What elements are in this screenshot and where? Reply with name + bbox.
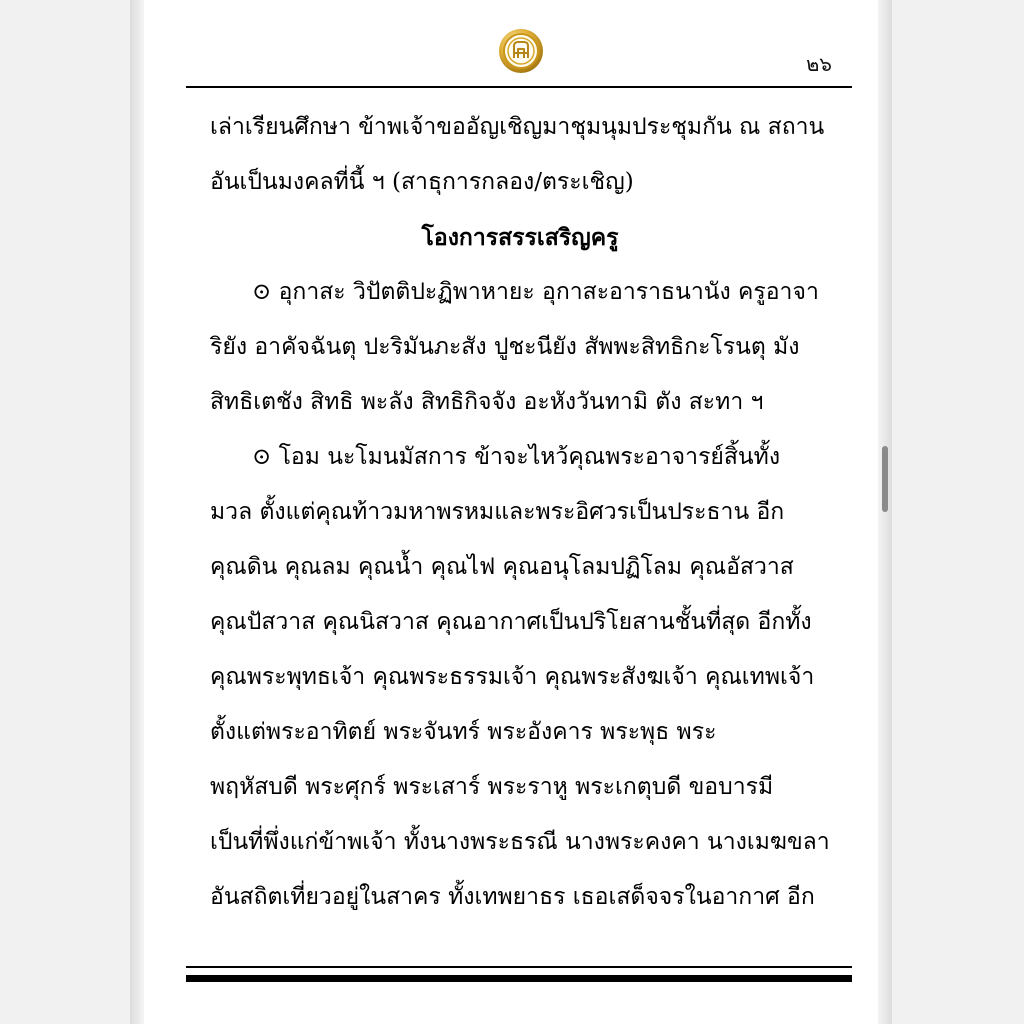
right-page-shadow <box>878 0 892 1024</box>
text-line: เป็นที่พึ่งแก่ข้าพเจ้า ทั้งนางพระธรณี นางพระคงคา นางเมฆขลา <box>210 829 830 855</box>
text-line: อันเป็นมงคลที่นี้ ฯ (สาธุการกลอง/ตระเชิญ) <box>210 169 634 195</box>
text-line: ริยัง อาคัจฉันตุ ปะริมันภะสัง ปูชะนียัง สัพพะสิทธิกะโรนตุ มัง <box>210 334 800 360</box>
header-rule <box>186 86 852 88</box>
right-margin <box>892 0 1024 1024</box>
footer-rule-thin <box>186 966 852 968</box>
text-line: ⊙ อุกาสะ วิปัตติปะฏิพาหายะ อุกาสะอาราธนานัง ครูอาจา <box>252 279 819 305</box>
text-line: คุณปัสวาส คุณนิสวาส คุณอากาศเป็นปริโยสานชั้นที่สุด อีกทั้ง <box>210 609 812 635</box>
text-line: คุณดิน คุณลม คุณน้ำ คุณไฟ คุณอนุโลมปฏิโลม คุณอัสวาส <box>210 554 794 580</box>
text-line: สิทธิเตชัง สิทธิ พะลัง สิทธิกิจจัง อะหังวันทามิ ตัง สะทา ฯ <box>210 389 764 415</box>
section-heading: โองการสรรเสริญครู <box>421 224 619 251</box>
footer-rule-thick <box>186 975 852 982</box>
left-page-shadow <box>130 0 144 1024</box>
gold-seal-emblem <box>498 28 544 74</box>
text-line: เล่าเรียนศึกษา ข้าพเจ้าขออัญเชิญมาชุมนุมประชุมกัน ณ สถาน <box>210 114 825 140</box>
text-line: มวล ตั้งแต่คุณท้าวมหาพรหมและพระอิศวรเป็นประธาน อีก <box>210 499 785 525</box>
page-number: ๒๖ <box>806 52 832 76</box>
text-line: คุณพระพุทธเจ้า คุณพระธรรมเจ้า คุณพระสังฆเจ้า คุณเทพเจ้า <box>210 664 815 690</box>
text-line: พฤหัสบดี พระศุกร์ พระเสาร์ พระราหู พระเกตุบดี ขอบารมี <box>210 774 774 800</box>
text-line: ตั้งแต่พระอาทิตย์ พระจันทร์ พระอังคาร พระพุธ พระ <box>210 719 717 745</box>
text-line: ⊙ โอม นะโมนมัสการ ข้าจะไหว้คุณพระอาจารย์สิ้นทั้ง <box>252 444 781 470</box>
text-line: อันสถิตเที่ยวอยู่ในสาคร ทั้งเทพยาธร เธอเสด็จจรในอากาศ อีก <box>210 884 815 910</box>
scrollbar-thumb[interactable] <box>882 446 888 512</box>
body-text <box>210 100 830 925</box>
left-margin <box>0 0 130 1024</box>
